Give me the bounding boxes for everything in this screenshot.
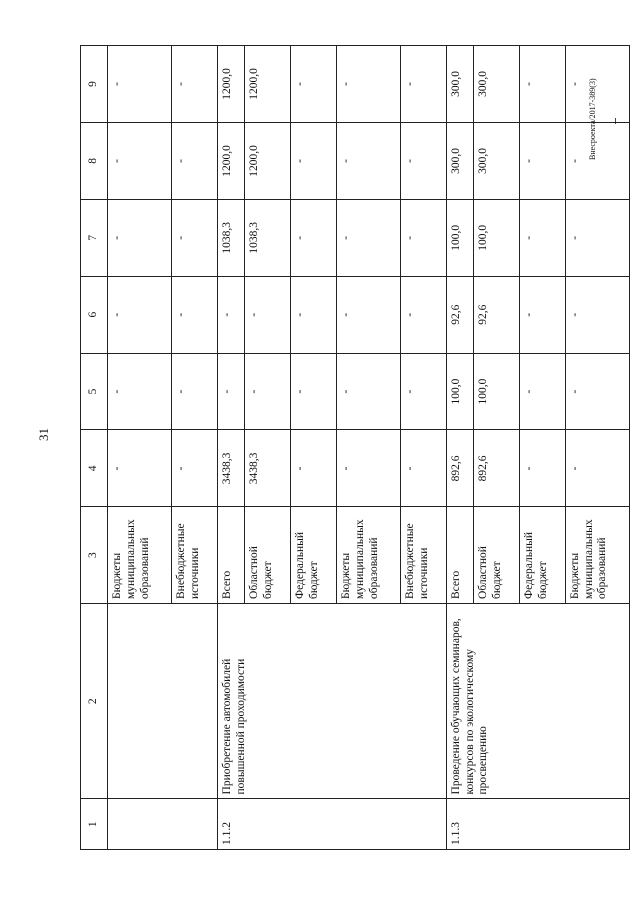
value-cell: 100,0	[474, 353, 520, 430]
value-cell: -	[520, 122, 566, 199]
value-cell: -	[565, 430, 629, 507]
value-cell: -	[336, 46, 400, 123]
funding-source-cell: Внебюджетные источники	[400, 507, 446, 604]
value-cell: -	[520, 430, 566, 507]
value-cell: 300,0	[474, 46, 520, 123]
item-number-cell: 1.1.3	[446, 799, 629, 850]
value-cell: 100,0	[446, 199, 474, 276]
funding-source-cell: Федеральный бюджет	[291, 507, 337, 604]
value-cell: 300,0	[446, 122, 474, 199]
value-cell: -	[217, 353, 245, 430]
funding-source-cell: Федеральный бюджет	[520, 507, 566, 604]
value-cell: -	[336, 276, 400, 353]
table-row	[446, 46, 474, 850]
value-cell: 1200,0	[217, 122, 245, 199]
funding-source-cell: Внебюджетные источники	[172, 507, 218, 604]
value-cell: 92,6	[446, 276, 474, 353]
value-cell: -	[291, 46, 337, 123]
value-cell: -	[172, 199, 218, 276]
value-cell: 300,0	[474, 122, 520, 199]
value-cell: -	[291, 122, 337, 199]
page-number: 31	[36, 428, 51, 441]
value-cell: 100,0	[446, 353, 474, 430]
value-cell: -	[172, 276, 218, 353]
value-cell: -	[108, 46, 172, 123]
value-cell: -	[336, 199, 400, 276]
value-cell: 1200,0	[245, 46, 291, 123]
value-cell: -	[520, 276, 566, 353]
document-code: Внесроектa/2017-389(3)	[588, 78, 597, 160]
value-cell: -	[400, 199, 446, 276]
value-cell: -	[108, 353, 172, 430]
value-cell: -	[565, 122, 629, 199]
value-cell: -	[565, 353, 629, 430]
value-cell: -	[245, 353, 291, 430]
header-cell-8: 8	[81, 122, 108, 199]
value-cell: 3438,3	[245, 430, 291, 507]
value-cell: -	[400, 353, 446, 430]
value-cell: -	[520, 199, 566, 276]
value-cell: 892,6	[446, 430, 474, 507]
header-cell-7: 7	[81, 199, 108, 276]
value-cell: -	[336, 430, 400, 507]
value-cell: -	[108, 430, 172, 507]
item-number-cell	[108, 799, 218, 850]
value-cell: -	[172, 122, 218, 199]
value-cell: 300,0	[446, 46, 474, 123]
funding-source-cell: Бюджеты муниципальных образований	[108, 507, 172, 604]
header-cell-5: 5	[81, 353, 108, 430]
item-number-cell: 1.1.2	[217, 799, 446, 850]
value-cell: 1038,3	[217, 199, 245, 276]
value-cell: 100,0	[474, 199, 520, 276]
funding-source-cell: Бюджеты муниципальных образований	[565, 507, 629, 604]
value-cell: 1200,0	[217, 46, 245, 123]
funding-source-cell: Бюджеты муниципальных образований	[336, 507, 400, 604]
header-cell-1: 1	[81, 799, 108, 850]
value-cell: 92,6	[474, 276, 520, 353]
value-cell: -	[400, 276, 446, 353]
value-cell: -	[108, 122, 172, 199]
measure-name-cell: Приобретение автомобилей повышенной проходимости	[217, 603, 446, 799]
value-cell: -	[172, 46, 218, 123]
header-cell-3: 3	[81, 507, 108, 604]
value-cell: 3438,3	[217, 430, 245, 507]
value-cell: -	[172, 430, 218, 507]
value-cell: -	[291, 199, 337, 276]
funding-source-cell: Областной бюджет	[474, 507, 520, 604]
value-cell: -	[291, 353, 337, 430]
header-row	[81, 46, 108, 850]
budget-table	[80, 45, 630, 850]
value-cell: 892,6	[474, 430, 520, 507]
table-row	[108, 46, 172, 850]
funding-source-cell: Областной бюджет	[245, 507, 291, 604]
value-cell: -	[108, 276, 172, 353]
header-cell-6: 6	[81, 276, 108, 353]
measure-name-cell	[108, 603, 218, 799]
value-cell: -	[291, 430, 337, 507]
value-cell: 1038,3	[245, 199, 291, 276]
header-cell-9: 9	[81, 46, 108, 123]
value-cell: -	[245, 276, 291, 353]
value-cell: -	[291, 276, 337, 353]
value-cell: -	[108, 199, 172, 276]
value-cell: -	[400, 430, 446, 507]
value-cell: -	[565, 276, 629, 353]
value-cell: -	[520, 353, 566, 430]
funding-source-cell: Всего	[446, 507, 474, 604]
funding-source-cell: Всего	[217, 507, 245, 604]
value-cell: -	[336, 353, 400, 430]
measure-name-cell: Проведение обучающих семинаров, конкурсов по экологическому просвещению	[446, 603, 629, 799]
value-cell: -	[565, 199, 629, 276]
table-row	[217, 46, 245, 850]
value-cell: 1200,0	[245, 122, 291, 199]
value-cell: -	[172, 353, 218, 430]
value-cell: -	[400, 46, 446, 123]
header-cell-4: 4	[81, 430, 108, 507]
header-cell-2: 2	[81, 603, 108, 799]
value-cell: -	[565, 46, 629, 123]
value-cell: -	[400, 122, 446, 199]
budget-table-container	[80, 45, 630, 850]
value-cell: -	[217, 276, 245, 353]
value-cell: -	[520, 46, 566, 123]
value-cell: -	[336, 122, 400, 199]
